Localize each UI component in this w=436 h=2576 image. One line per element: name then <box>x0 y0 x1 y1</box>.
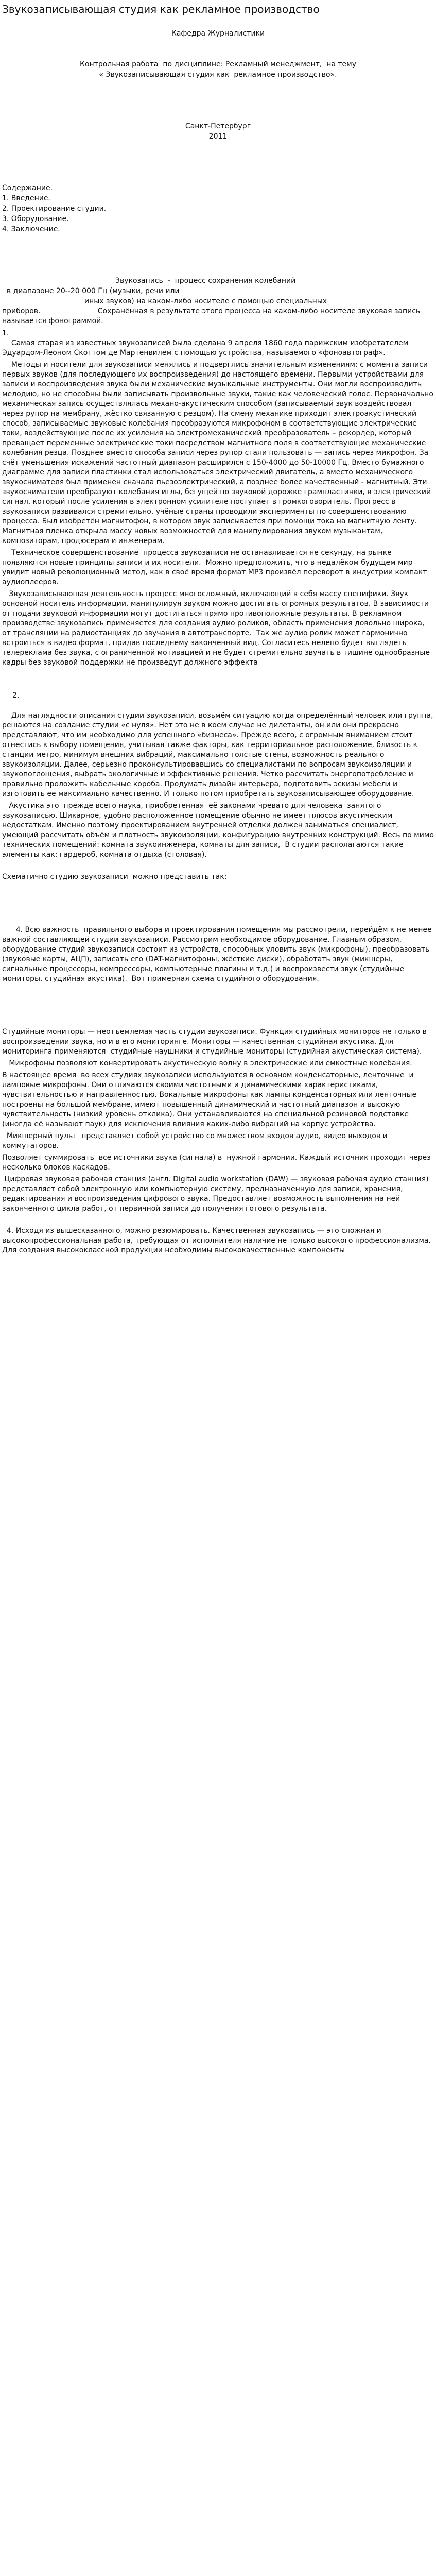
paragraph: Схематично студию звукозаписи можно представить так: <box>2 873 227 881</box>
section-introduction <box>2 276 434 668</box>
section-conclusion <box>2 1226 434 1256</box>
section-number: 1. <box>2 329 9 337</box>
paragraph: Для наглядности описания студии звукозаписи, возьмём ситуацию когда определённый человек или группа, решаются на создание студии «с нуля». Нет это не в коем случае не дилетанты, он или они прекрасно представляют, что им необходимо для успешного «бизнеса». Прежде всего, с огромным вниманием стоит отнестись к выбору помещения, учитывая также факторы, как территориальное расположение, близость к станции метро, минимум внешних вибраций, максимально толстые стены, возможность реального звукоизоляции. Далее, серьезно проконсультировавшись со специалистами по вопросам звукоизоляции и звукопоглощения, выбрать экологичные и эффективные решения. Четко рассчитать энергопотребление и правильно проложить кабельные короба. Продумать дизайн интерьера, подготовить эскизы мебели и изготовить ее максимально качественно. И только потом приобретать звукозаписывающее оборудование. <box>2 711 436 798</box>
paragraph: Позволяет суммировать все источники звука (сигнала) в нужной гармонии. Каждый источник проходит через несколько блоков каскадов. <box>2 1154 433 1172</box>
intro-definition-line4: приборов. Сохранённая в результате этого процесса на каком-либо носителе звуковая запись называется фонограммой. <box>2 307 423 325</box>
paragraph: Техническое совершенствование процесса звукозаписи не останавливается не секунду, на рынке появляются новые принципы записи и их носители. Можно предположить, что в недалёком будущем мир увидит новый революционный метод, как в своё время формат MP3 произвёл переворот в индустрии компакт аудиоплееров. <box>2 549 429 586</box>
year: 2011 <box>208 132 228 141</box>
document-page <box>0 3 436 1256</box>
paragraph: Акустика это прежде всего наука, приобретенная её законами чревато для человека занятого звукозаписью. Шикарное, удобно расположенное помещение обычно не имеет плюсов акустическим недостаткам. Именно поэтому проектированием внутренней отделки должен заниматься специалист, умеющий рассчитать объём и плотность звукоизоляции, конфигурацию внутренних конструкций. Весь по мимо технических помещений: комната звукоинженера, комнаты для записи, В студии располагаются такие элементы как: гардероб, комната отдыха (столовая). <box>2 802 436 859</box>
paragraph: Цифровая звуковая рабочая станция (англ. Digital audio workstation (DAW) — звуковая рабочая аудио станция) представляет собой электронную или компьютерную систему, предназначенную для записи, хранения, редактирования и воспроизведения цифрового звука. Предоставляет возможность выполнения на ней законченного цикла работ, от первичной записи до получения готового результата. <box>2 1175 431 1213</box>
intro-definition-line1: Звукозапись - процесс сохранения колебаний <box>115 277 296 285</box>
paragraph: Методы и носители для звукозаписи менялись и подверглись значительным изменениям: с момента записи первых звуков (для последующего их воспроизведения) до настоящего времени. Первыми устройствами для записи и воспроизведения звука были механические музыкальные инструменты. Они могли воспроизводить мелодию, но не способны были записывать произвольные звуки, такие как человеческий голос. Первоначально механическая запись осуществлялась механо-акустическим способом (записываемый звук воздействовал через рупор на мембрану, жёстко связанную с резцом). На смену механике приходит электроакустический способ, записываемые звуковые колебания преобразуются микрофоном в соответствующие электрические токи, воздействующие после их усиления на электромеханический преобразователь – рекордер, который преващает переменные электрические токи посредством магнитного поля в соответствующие механические колебания резца. Позднее вместо способа записи через рупор стали пользовать — запись через микрофон. За счёт уменьшения искажений частотный диапазон расширился с 150-4000 до 50-10000 Гц. Вместо бумажного диаграмме для записи пластинки стал использоваться электрический двигатель, а вместо механического звукоснимателя был применен сначала пьезоэлектрический, а позднее более качественный - магнитный. Эти звукосниматели преобразуют колебания иглы, бегущей по звуковой дорожке грампластинки, в электрический сигнал, который после усиления в электронном усилителе поступает в громкоговоритель. Прогресс в звукозаписи развивался стремительно, учёные страны проводили эксперименты по совершенствованию процесса. Был изобретён магнитофон, в котором звук записывается при помощи тока на магнитную ленту. Магнитная пленка открыла массу новых возможностей для манипулирования звуком музыкантам, композиторам, продюсерам и инженерам. <box>2 361 436 545</box>
paragraph: Звукозаписывающая деятельность процесс многосложный, включающий в себя массу специфики. Звук основной носитель информации, манипулируя звуком можно достигать огромных результатов. В зависимости от подачи звуковой информации могут достигаться прямо противоположные результаты. В рекламном производстве звукозапись применяется для создания аудио роликов, область применения довольно широка, от трансляции на радиостанциях до звучания в автотранспорте. Так же аудио ролик может гармонично встроиться в видео формат, придав последнему законченный вид. Согласитесь нелепо будет выглядеть телереклама без звука, с ограниченной мотивацией и не будет стремительно звучать в тишине однообразные кадры без звуковой поддержки не произведут должного эффекта <box>2 590 432 667</box>
toc-heading: Содержание. <box>2 184 53 192</box>
paragraph: Самая старая из известных звукозаписей была сделана 9 апреля 1860 года парижским изобретателем Эдуардом-Леоном Скоттом де Мартенвилем с помощью устройства, называемого «фоноавтограф». <box>2 339 411 357</box>
paragraph: Микрофоны позволяют конвертировать акустическую волну в электрические или емкостные колебания. <box>2 1059 412 1067</box>
toc-item: 2. Проектирование студии. <box>2 205 107 213</box>
toc-item: 3. Оборудование. <box>2 215 69 223</box>
paragraph: Микшерный пульт представляет собой устройство со множеством входов аудио, видео выходов и коммутаторов. <box>2 1132 390 1150</box>
toc-item: 4. Заключение. <box>2 225 60 233</box>
section-equipment <box>2 925 434 1214</box>
toc-item: 1. Введение. <box>2 194 50 202</box>
paragraph: 4. Всю важность правильного выбора и проектирования помещения мы рассмотрели, перейдём к не менее важной составляющей студии звукозаписи. Рассмотрим необходимое оборудование. Главным образом, оборудование студий звукозаписи состоит из устройств, способных уловить звук (микрофоны), преобразовать (звуковые карты, АЦП), записать его (DAT-магнитофоны, жёсткие диски), обработать звук (микшеры, сигнальные процессоры, компрессоры, компьютерные плагины и т.д.) и воспроизвести звук (студийные мониторы, студийная акустика). Вот примерная схема студийного оборудования. <box>2 926 434 983</box>
paragraph: 4. Исходя из вышесказанного, можно резюмировать. Качественная звукозапись — это сложная и высокопрофессиональная работа, требующая от исполнителя наличие не только высокого профессионализма. Для создания высококлассной продукции необходимы высококачественные компоненты <box>2 1227 433 1255</box>
paragraph: Студийные мониторы — неотъемлемая часть студии звукозаписи. Функция студийных мониторов не только в воспроизведении звука, но и в его мониторинге. Мониторы — качественная студийная акустика. Для мониторинга применяются студийные наушники и студийные мониторы (студийная акустическая система). <box>2 1028 429 1056</box>
intro-definition-line2: в диапазоне 20--20 000 Гц (музыки, речи или <box>2 287 180 295</box>
section-studio-design <box>2 690 434 882</box>
document-title: Звукозаписывающая студия как рекламное производство <box>2 3 320 15</box>
work-description-line1: Контрольная работа по дисциплине: Рекламный менеджмент, на тему <box>80 60 356 69</box>
city: Санкт-Петербург <box>185 122 251 130</box>
work-description-line2: « Звукозаписывающая студия как рекламное производство». <box>99 71 337 79</box>
table-of-contents <box>2 193 434 234</box>
intro-definition-line3: иных звуков) на каком-либо носителе с помощью специальных <box>84 297 327 306</box>
section-number: 2. <box>12 691 20 700</box>
paragraph: В настоящее время во всех студиях звукозаписи используются в основном конденсаторные, ленточные и ламповые микрофоны. Они отличаются своими частотными и динамическими характеристиками, чувствительностью и направленностью. Вокальные микрофоны как лампы конденсаторных или ленточные построены на большой мембране, имеют повышенный динамический и частотный диапазон и высокую чувствительность (низкий уровень отклика). Они устанавливаются на специальной резиновой подставке (иногда её называют паук) для исключения влияния каких-либо вибраций на корпус устройства. <box>2 1071 419 1128</box>
department-name: Кафедра Журналистики <box>171 29 265 38</box>
